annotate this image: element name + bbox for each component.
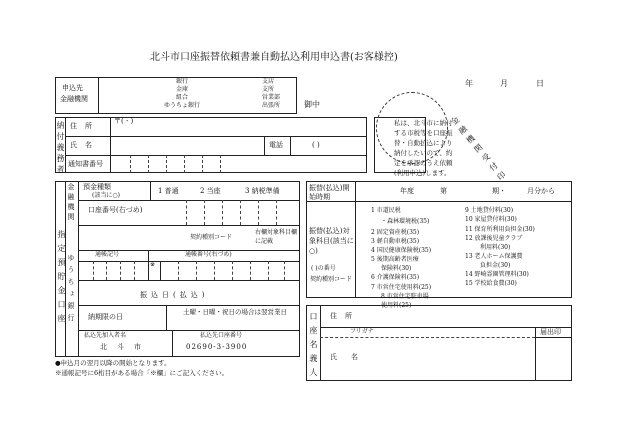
payer-side-label: 納付義務者 [56,121,65,176]
transfer-date-label: 振込日(払込) [140,291,209,299]
targets-contract-code: 契約種別コード [310,276,353,283]
bank-type-yucho: ゆうちょ銀行 [164,102,201,109]
recipient-label-1: 申込先 [62,84,83,92]
targets-number-hint: ( )の番号 [311,265,336,272]
deposit-type-hint: (該当に○) [92,192,120,199]
target-item[interactable]: 保険料(30) [381,265,412,272]
target-item[interactable]: 12 放課後児童クラブ [465,235,523,242]
branch-type-eigyobu: 営業部 [262,94,281,101]
deposit-option-current[interactable]: 2 当座 [200,187,221,195]
branch-type-shuchojo: 出張所 [262,102,281,109]
holder-address-label: 住所 [330,312,360,320]
contract-code-hint: 右欄対象科目欄に記載 [255,229,298,245]
target-item[interactable]: 8 市営住宅駐車場 [381,293,429,300]
account-number-label: 口座番号(右づめ) [88,206,143,214]
bank-type-kumiai: 組合 [176,94,189,101]
holder-name-label: 氏名 [330,353,372,361]
passbook-number-label: 通帳番号(右づめ) [185,251,232,258]
target-item[interactable]: 5 後期高齢者医療 [371,256,419,263]
account-institution-label: 金融機関 [67,183,75,223]
target-item[interactable]: 負担金(30) [480,262,511,269]
account-yucho-label: ゆうちょ銀行 [67,254,75,326]
payer-postal[interactable]: 〒( - ) [114,117,134,125]
target-item[interactable]: 11 保育所利用負担金(30) [465,226,535,233]
target-item[interactable]: 15 学校給食費(30) [465,280,517,287]
start-month-label: 月分から [527,187,555,195]
application-note: 私は、北斗市に納付する市税等を口座振替・自動払込により納付したいので、約定を承認のうえ依頼(利用申込)します。 [394,119,453,177]
bank-type-kinko: 金庫 [176,86,189,93]
payer-name-label: 氏名 [70,141,100,149]
start-period-unit: 期・ [492,187,506,195]
target-item[interactable]: 10 家屋貸付料(30) [465,216,517,223]
target-item[interactable]: 14 野崎霊園管理料(30) [465,271,529,278]
target-item[interactable]: ・森林環境税(35) [381,218,430,225]
deposit-type-label: 預金種類 [83,183,111,191]
notice-number-label: 通知書番号 [68,160,103,168]
holder-furigana-label: フリガナ [350,328,374,335]
passbook-star-mark: ※ [150,261,156,268]
branch-type-shisho: 支所 [262,86,275,93]
deadline-label: 納期限の日 [88,313,123,321]
date-day-label: 日 [536,79,544,88]
deposit-option-tax-reserve[interactable]: 3 納税準備 [245,187,280,195]
targets-label: 振替(払込)対象科目(該当に○) [309,227,354,255]
account-side-label: 指定預貯金口座 [57,230,66,328]
payee-name-label: 払込先加入者名 [84,332,127,339]
deposit-option-ordinary[interactable]: 1 普通 [158,187,179,195]
start-year-label: 年度 [400,187,414,195]
contract-code-label: 契約種別コード [190,234,233,241]
holder-seal-label: 届出印 [540,328,561,336]
payer-phone-input[interactable]: ( ) [312,141,320,149]
holder-side-label: 口座名義人 [309,312,318,382]
branch-type-shiten: 支店 [262,78,275,85]
passbook-symbol-label: 通帳記号 [95,251,120,258]
target-item[interactable]: 2 固定資産税(35) [371,229,420,236]
target-item[interactable]: 6 介護保険料(35) [371,274,420,281]
target-item[interactable]: 3 軽自動車税(35) [371,238,420,245]
payer-phone-label: 電話 [269,141,283,149]
footnote-1: ●申込月の翌月以降の開始となります。 [55,359,171,367]
payer-address-label: 住所 [70,122,100,130]
target-item[interactable]: 1 市道民税 [371,207,401,214]
date-month-label: 月 [500,79,508,88]
start-term-label: 第 [440,187,447,195]
bank-type-bank: 銀行 [176,78,189,85]
holiday-note: 土曜・日曜・祝日の場合は翌営業日 [183,308,287,316]
start-period-label: 振替(払込)開始時期 [309,184,350,201]
target-item[interactable]: 4 国民健康保険税(35) [371,247,432,254]
date-year-label: 年 [465,79,473,88]
payee-account-label: 払込先口座番号 [200,332,243,339]
target-item[interactable]: 利用料(30) [480,244,511,251]
target-item[interactable]: 7 市営住宅使用料(25) [371,284,432,291]
stamp-label: 金融機関受付印 [448,114,510,185]
goshu-label: 御中 [304,100,320,109]
form-title: 北斗市口座振替依頼書兼自動払込利用申込書(お客様控) [150,52,398,63]
recipient-label-2: 金融機関 [60,95,88,103]
target-item[interactable]: 13 老人ホーム保護費 [465,253,523,260]
footnote-2: ※通帳記号に6桁目がある場合「※欄」にご記入ください。 [55,369,229,377]
payee-name: 北斗市 [100,343,151,351]
target-item[interactable]: 9 土地貸付料(30) [465,207,514,214]
payee-account-number: 02690-3-3900 [186,343,248,351]
target-item[interactable]: 使用料(25) [381,302,412,309]
